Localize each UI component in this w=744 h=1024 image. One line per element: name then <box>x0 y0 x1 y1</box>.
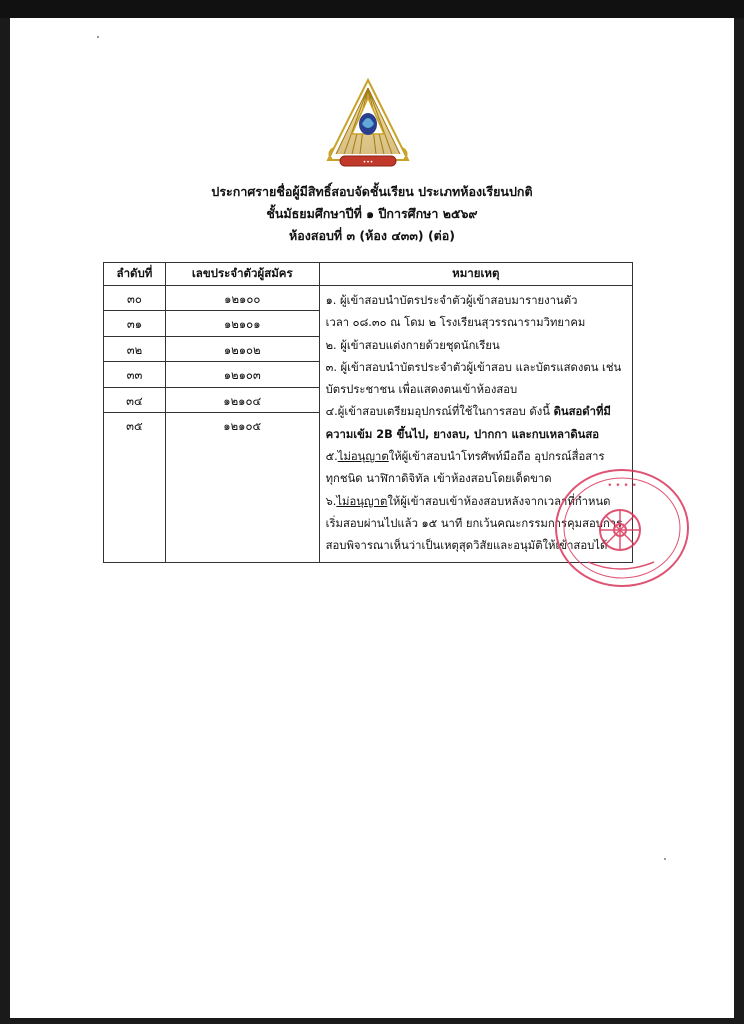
remark-6a-num: ๖. <box>325 494 337 508</box>
applicant-no-cell: ๑๒๑๐๒ <box>165 336 319 361</box>
remark-5b: ทุกชนิด นาฬิกาดิจิทัล เข้าห้องสอบโดยเด็ดขาด <box>325 472 552 486</box>
remark-6c: สอบพิจารณาเห็นว่าเป็นเหตุสุดวิสัยและอนุมัติให้เข้าสอบได้ <box>325 539 608 553</box>
remark-5a-num: ๕. <box>325 450 338 464</box>
grade-year-subtitle: ชั้นมัธยมศึกษาปีที่ ๑ ปีการศึกษา ๒๕๖๙ <box>266 206 478 221</box>
school-emblem-icon <box>322 78 414 178</box>
applicant-no-cell: ๑๒๑๐๑ <box>165 311 319 336</box>
seq-cell: ๓๒ <box>104 336 166 361</box>
remark-4a <box>326 401 628 423</box>
remark-3b: บัตรประชาชน เพื่อแสดงตนเข้าห้องสอบ <box>325 383 518 397</box>
remark-6a-rest: ให้ผู้เข้าสอบเข้าห้องสอบหลังจากเวลาที่กำหนด <box>387 494 611 508</box>
remark-5a-rest: ให้ผู้เข้าสอบนำโทรศัพท์มือถือ อุปกรณ์สื่อสาร <box>388 450 605 464</box>
applicant-no-cell: ๑๒๑๐๐ <box>165 286 319 311</box>
svg-text:• • • •: • • • • <box>607 481 637 491</box>
svg-text:•••: ••• <box>362 159 374 166</box>
col-header-remarks: หมายเหตุ <box>319 263 632 286</box>
col-header-seq: ลำดับที่ <box>104 263 166 286</box>
remark-1b: เวลา ๐๘.๓๐ ณ โดม ๒ โรงเรียนสุวรรณารามวิทยาคม <box>325 316 586 330</box>
remark-1a: ๑. ผู้เข้าสอบนำบัตรประจำตัวผู้เข้าสอบมารายงานตัว <box>325 294 578 307</box>
paper-speck <box>97 36 99 38</box>
announcement-title: ประกาศรายชื่อผู้มีสิทธิ์สอบจัดชั้นเรียน ประเภทห้องเรียนปกติ <box>211 184 533 199</box>
applicant-no-cell: ๑๒๑๐๓ <box>165 362 319 387</box>
top-dark-bar <box>0 0 744 18</box>
remark-3a: ๓. ผู้เข้าสอบนำบัตรประจำตัวผู้เข้าสอบ และบัตรแสดงตน เช่น <box>325 360 622 374</box>
remark-5a-not-allowed: ไม่อนุญาต <box>337 450 389 464</box>
applicant-no-cell: ๑๒๑๐๕ <box>165 413 319 563</box>
remark-6a <box>326 491 628 513</box>
table-header-row <box>104 263 633 286</box>
remark-6a-not-allowed: ไม่อนุญาต <box>336 494 388 508</box>
remark-4b: ความเข้ม 2B ขึ้นไป, ยางลบ, ปากกา และกบเหลาดินสอ <box>325 427 600 441</box>
paper-speck <box>664 858 666 860</box>
seq-cell: ๓๑ <box>104 311 166 336</box>
seq-cell: ๓๐ <box>104 286 166 311</box>
exam-room-subtitle: ห้องสอบที่ ๓ (ห้อง ๔๓๓) (ต่อ) <box>289 228 455 243</box>
remark-2: ๒. ผู้เข้าสอบแต่งกายด้วยชุดนักเรียน <box>325 338 500 352</box>
seq-cell: ๓๕ <box>104 413 166 563</box>
applicant-no-cell: ๑๒๑๐๔ <box>165 387 319 412</box>
table-row <box>104 286 633 311</box>
col-header-applicant-no: เลขประจำตัวผู้สมัคร <box>165 263 319 286</box>
remarks-cell <box>319 286 632 563</box>
seq-cell: ๓๓ <box>104 362 166 387</box>
candidate-table <box>103 262 633 563</box>
remark-4a-text: ๔.ผู้เข้าสอบเตรียมอุปกรณ์ที่ใช้ในการสอบ ดังนี้ <box>325 405 554 419</box>
remark-5a <box>326 446 628 468</box>
seq-cell: ๓๔ <box>104 387 166 412</box>
remark-6b: เริ่มสอบผ่านไปแล้ว ๑๕ นาที ยกเว้นคณะกรรมการคุมสอบการ <box>325 516 623 530</box>
remark-4a-bold: ดินสอดำที่มี <box>553 405 611 419</box>
